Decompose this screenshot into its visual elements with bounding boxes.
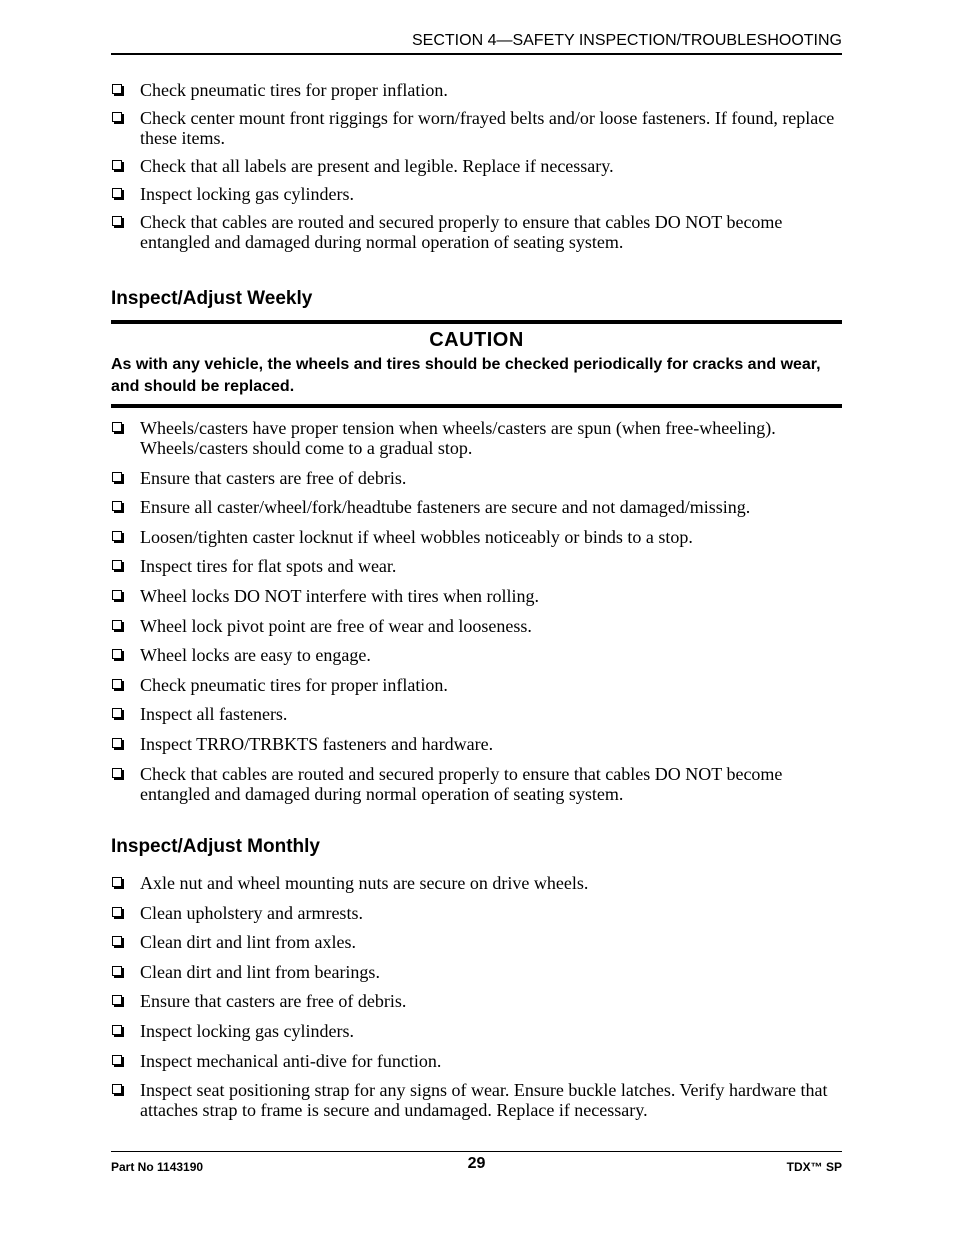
checklist-item-text: Inspect tires for flat spots and wear. xyxy=(140,556,397,577)
checkbox-icon xyxy=(112,590,122,600)
checklist-item-text: Inspect locking gas cylinders. xyxy=(140,1020,354,1041)
page-footer xyxy=(111,1151,842,1178)
checklist-item-text: Inspect all fasteners. xyxy=(140,704,288,725)
checklist-item-text: Wheel locks are easy to engage. xyxy=(140,645,371,666)
checkbox-icon xyxy=(112,907,122,917)
checklist-item xyxy=(111,704,842,724)
checklist-item-text: Check that cables are routed and secured properly to ensure that cables DO NOT become entangled and damaged during normal operation of seating system. xyxy=(140,212,783,252)
checklist-item-text: Loosen/tighten caster locknut if wheel wobbles noticeably or binds to a stop. xyxy=(140,526,693,547)
checklist-general xyxy=(111,80,842,260)
section-heading: SECTION 4—SAFETY INSPECTION/TROUBLESHOOTING xyxy=(412,32,842,49)
checklist-item-text: Check center mount front riggings for worn/frayed belts and/or loose fasteners. If found, replace these items. xyxy=(140,108,835,148)
checklist-item-text: Clean dirt and lint from bearings. xyxy=(140,961,380,982)
checklist-item-text: Inspect TRRO/TRBKTS fasteners and hardware. xyxy=(140,733,494,754)
checklist-item xyxy=(111,108,842,148)
part-number: Part No 1143190 xyxy=(111,1160,204,1174)
checkbox-icon xyxy=(112,738,122,748)
checkbox-icon xyxy=(112,708,122,718)
checklist-item-text: Check pneumatic tires for proper inflation. xyxy=(140,80,448,100)
checklist-item xyxy=(111,734,842,754)
checklist-item-text: Ensure all caster/wheel/fork/headtube fasteners are secure and not damaged/missing. xyxy=(140,497,751,518)
checklist-item xyxy=(111,764,842,804)
checklist-item-text: Inspect locking gas cylinders. xyxy=(140,184,354,204)
checklist-item-text: Clean upholstery and armrests. xyxy=(140,902,363,923)
page-number: 29 xyxy=(467,1155,486,1172)
checklist-item-text: Wheel locks DO NOT interfere with tires when rolling. xyxy=(140,585,540,606)
checkbox-icon xyxy=(112,560,122,570)
checkbox-icon xyxy=(112,620,122,630)
checklist-item-text: Ensure that casters are free of debris. xyxy=(140,991,407,1012)
checkbox-icon xyxy=(112,936,122,946)
product-name: TDX™ SP xyxy=(786,1160,842,1174)
checklist-item-text: Wheels/casters have proper tension when wheels/casters are spun (when free-wheeling). Wheels/casters should come to a gradual stop. xyxy=(140,418,776,458)
caution-title: CAUTION xyxy=(429,329,524,351)
checklist-item-text: Inspect seat positioning strap for any signs of wear. Ensure buckle latches. Verify hardware that attaches strap to frame is secure and undamaged. Replace if necessary. xyxy=(140,1080,828,1121)
checklist-item-text: Check that cables are routed and secured properly to ensure that cables DO NOT become entangled and damaged during normal operation of seating system. xyxy=(140,763,783,804)
checkbox-icon xyxy=(112,472,122,482)
checklist-item-text: Inspect mechanical anti-dive for function. xyxy=(140,1050,442,1071)
checklist-item xyxy=(111,418,842,458)
checklist-item xyxy=(111,675,842,695)
checkbox-icon xyxy=(112,112,122,122)
checkbox-icon xyxy=(112,877,122,887)
checklist-item-text: Clean dirt and lint from axles. xyxy=(140,932,356,953)
checklist-item-text: Wheel lock pivot point are free of wear and looseness. xyxy=(140,615,532,636)
checklist-item xyxy=(111,184,842,204)
checkbox-icon xyxy=(112,966,122,976)
checkbox-icon xyxy=(112,768,122,778)
checkbox-icon xyxy=(112,501,122,511)
checkbox-icon xyxy=(112,1084,122,1094)
checkbox-icon xyxy=(112,84,122,94)
caution-box xyxy=(111,320,842,408)
checklist-item xyxy=(111,556,842,576)
checklist-item xyxy=(111,212,842,252)
checklist-item xyxy=(111,527,842,547)
checklist-monthly xyxy=(111,873,842,1130)
monthly-section-title: Inspect/Adjust Monthly xyxy=(111,836,320,857)
checkbox-icon xyxy=(112,649,122,659)
checklist-item-text: Ensure that casters are free of debris. xyxy=(140,467,407,488)
checklist-item xyxy=(111,1051,842,1071)
checklist-item-text: Axle nut and wheel mounting nuts are secure on drive wheels. xyxy=(140,873,589,893)
checklist-item-text: Check pneumatic tires for proper inflation. xyxy=(140,674,448,695)
checklist-item xyxy=(111,586,842,606)
checklist-item xyxy=(111,80,842,100)
checkbox-icon xyxy=(112,995,122,1005)
checklist-item xyxy=(111,645,842,665)
checkbox-icon xyxy=(112,1055,122,1065)
checklist-item xyxy=(111,873,842,893)
page-header xyxy=(111,31,842,55)
checklist-item xyxy=(111,962,842,982)
weekly-section-title: Inspect/Adjust Weekly xyxy=(111,288,313,309)
checkbox-icon xyxy=(112,422,122,432)
checklist-item xyxy=(111,497,842,517)
checkbox-icon xyxy=(112,679,122,689)
checklist-item xyxy=(111,903,842,923)
checklist-item xyxy=(111,616,842,636)
checklist-item-text: Check that all labels are present and legible. Replace if necessary. xyxy=(140,156,614,176)
checkbox-icon xyxy=(112,216,122,226)
checkbox-icon xyxy=(112,160,122,170)
checklist-item xyxy=(111,991,842,1011)
checklist-weekly xyxy=(111,418,842,813)
checklist-item xyxy=(111,932,842,952)
document-page xyxy=(111,0,842,1235)
checklist-item xyxy=(111,468,842,488)
checklist-item xyxy=(111,1080,842,1120)
checklist-item xyxy=(111,1021,842,1041)
caution-text: As with any vehicle, the wheels and tires should be checked periodically for cracks and wear, and should be replaced. xyxy=(111,356,821,395)
checkbox-icon xyxy=(112,531,122,541)
checklist-item xyxy=(111,156,842,176)
checkbox-icon xyxy=(112,188,122,198)
checkbox-icon xyxy=(112,1025,122,1035)
